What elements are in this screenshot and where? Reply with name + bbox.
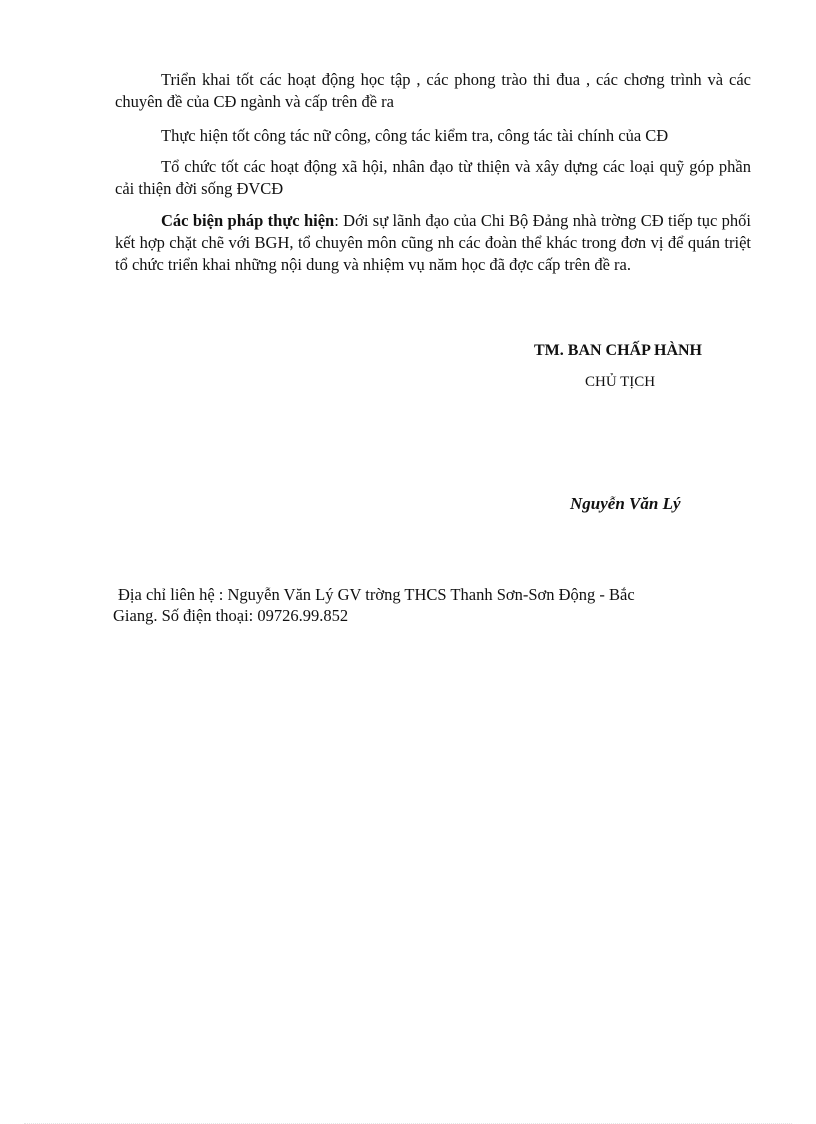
signature-name: Nguyễn Văn Lý bbox=[570, 494, 681, 513]
contact-phone: Giang. Số điện thoại: 09726.99.852 bbox=[113, 606, 349, 625]
contact-info bbox=[113, 584, 753, 626]
paragraph-implementation-measures bbox=[115, 210, 751, 276]
paragraph-activities: Triển khai tốt các hoạt động học tập , các phong trào thi đua , các chơng trình và các chuyên đề của CĐ ngành và cấp trên đề ra bbox=[115, 70, 751, 111]
contact-address: Địa chỉ liên hệ : Nguyễn Văn Lý GV trờng THCS Thanh Sơn-Sơn Động - Bắc bbox=[118, 585, 635, 604]
signature-organization: TM. BAN CHẤP HÀNH bbox=[534, 342, 702, 359]
implementation-measures-body: : Dới sự lãnh đạo của Chi Bộ Đảng nhà trờng CĐ tiếp tục phối kết hợp chặt chẽ với BGH, tổ chuyên môn cũng nh các đoàn thể khác trong đơn vị để quán triệt tổ chức triển khai những nội dung và nhiệm vụ năm học đã đợc cấp trên đề ra. bbox=[115, 211, 751, 274]
paragraph-womens-affairs: Thực hiện tốt công tác nữ công, công tác kiểm tra, công tác tài chính của CĐ bbox=[161, 126, 669, 145]
paragraph-social-activities: Tổ chức tốt các hoạt động xã hội, nhân đạo từ thiện và xây dựng các loại quỹ góp phần cải thiện đời sống ĐVCĐ bbox=[115, 157, 751, 198]
implementation-measures-heading: Các biện pháp thực hiện bbox=[161, 211, 335, 230]
signature-title: CHỦ TỊCH bbox=[585, 374, 656, 390]
